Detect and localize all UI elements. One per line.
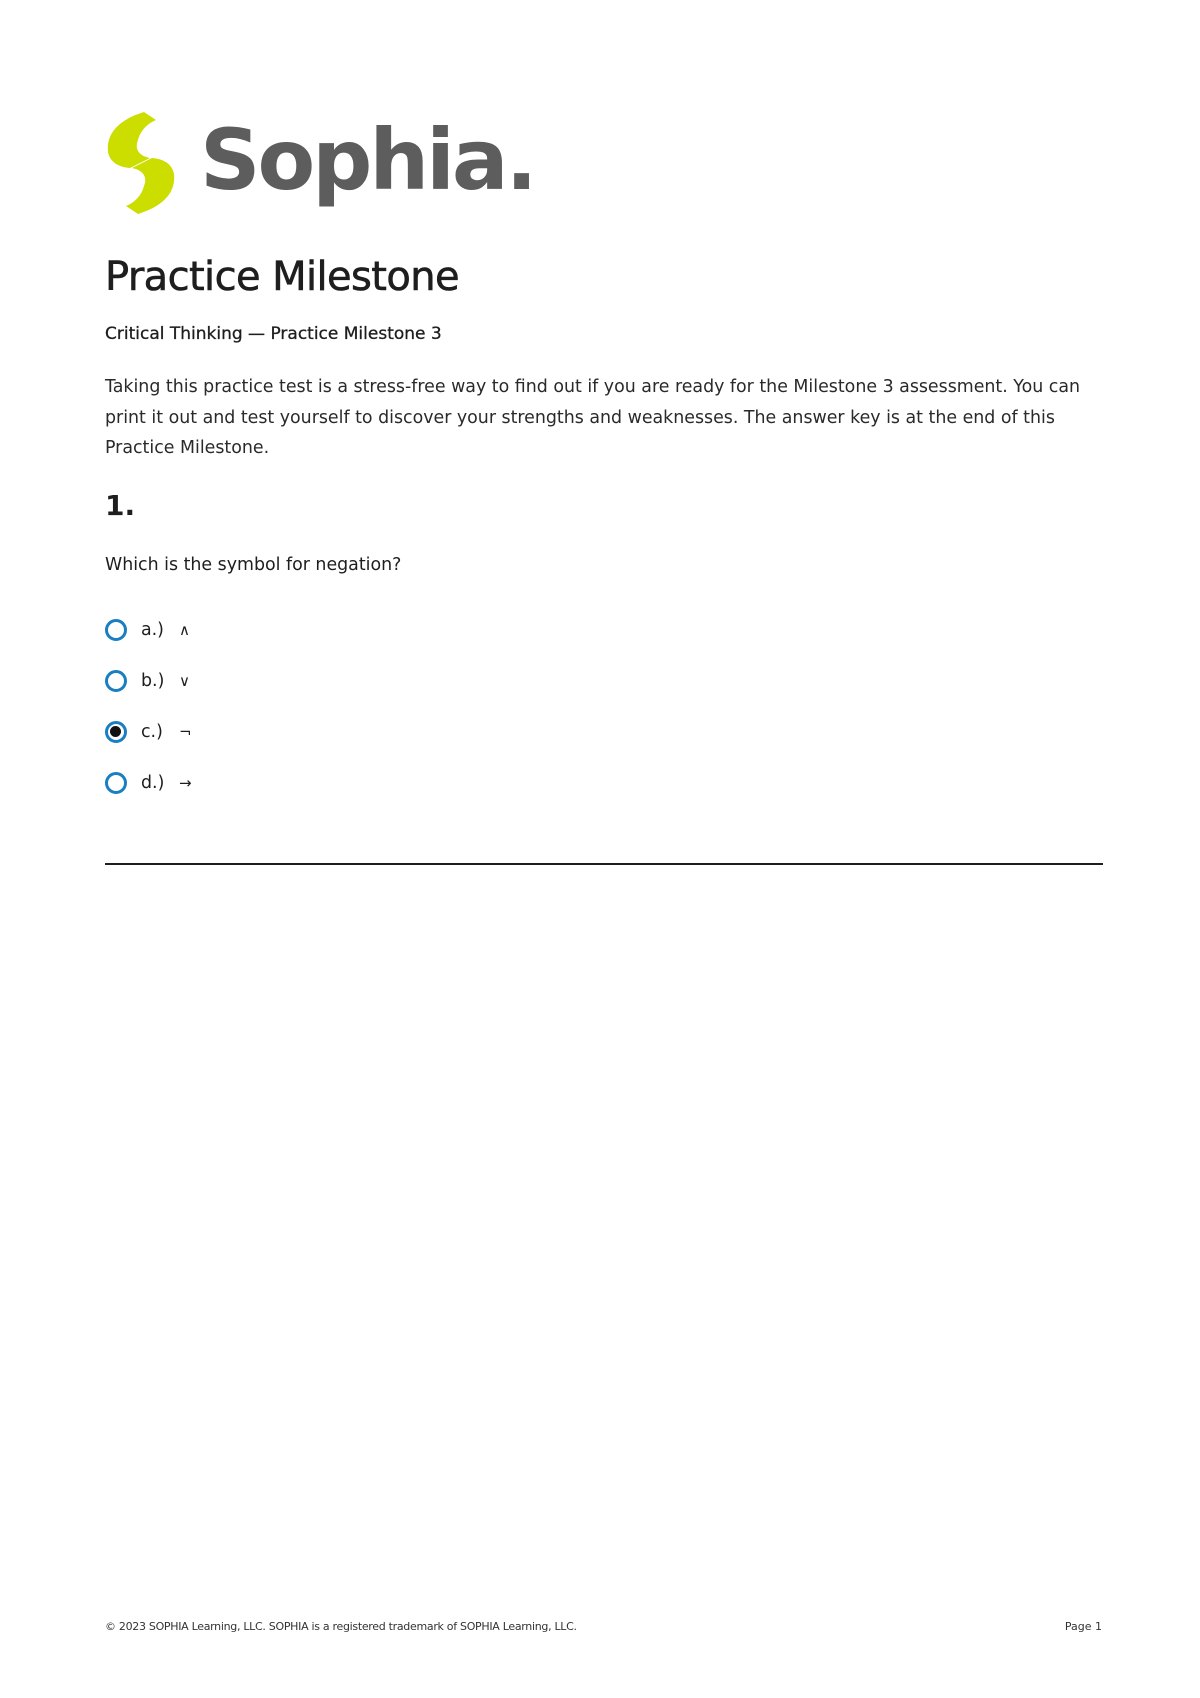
choice-letter: b.) <box>141 670 165 691</box>
choice-symbol: ∨ <box>179 671 190 690</box>
radio-icon[interactable] <box>105 772 127 794</box>
question-number: 1. <box>105 489 136 522</box>
radio-icon[interactable] <box>105 670 127 692</box>
choice-symbol: ∧ <box>179 620 190 639</box>
radio-selected-icon[interactable] <box>105 721 127 743</box>
footer-page-number: Page 1 <box>1064 1620 1102 1633</box>
sophia-logo <box>104 112 535 214</box>
choice-a[interactable] <box>105 604 192 655</box>
choice-b[interactable] <box>105 655 192 706</box>
course-subtitle: Critical Thinking — Practice Milestone 3 <box>105 324 442 344</box>
choice-letter: d.) <box>141 772 165 793</box>
choice-symbol: → <box>179 773 192 792</box>
page-title: Practice Milestone <box>105 254 459 300</box>
choice-letter: c.) <box>141 721 163 742</box>
choice-symbol: ¬ <box>179 722 192 741</box>
sophia-mark-icon <box>104 112 178 214</box>
section-divider <box>105 863 1103 865</box>
answer-choices <box>105 604 192 808</box>
footer-copyright: © 2023 SOPHIA Learning, LLC. SOPHIA is a registered trademark of SOPHIA Learning, LLC. <box>105 1620 577 1633</box>
radio-icon[interactable] <box>105 619 127 641</box>
choice-d[interactable] <box>105 757 192 808</box>
intro-paragraph: Taking this practice test is a stress-free way to find out if you are ready for the Milestone 3 assessment. You can print it out and test yourself to discover your strengths and weaknesses. The answer key is at the end of this Practice Milestone. <box>105 377 1081 458</box>
choice-letter: a.) <box>141 619 164 640</box>
question-text: Which is the symbol for negation? <box>105 555 402 575</box>
sophia-wordmark: Sophia. <box>200 111 535 209</box>
choice-c[interactable] <box>105 706 192 757</box>
